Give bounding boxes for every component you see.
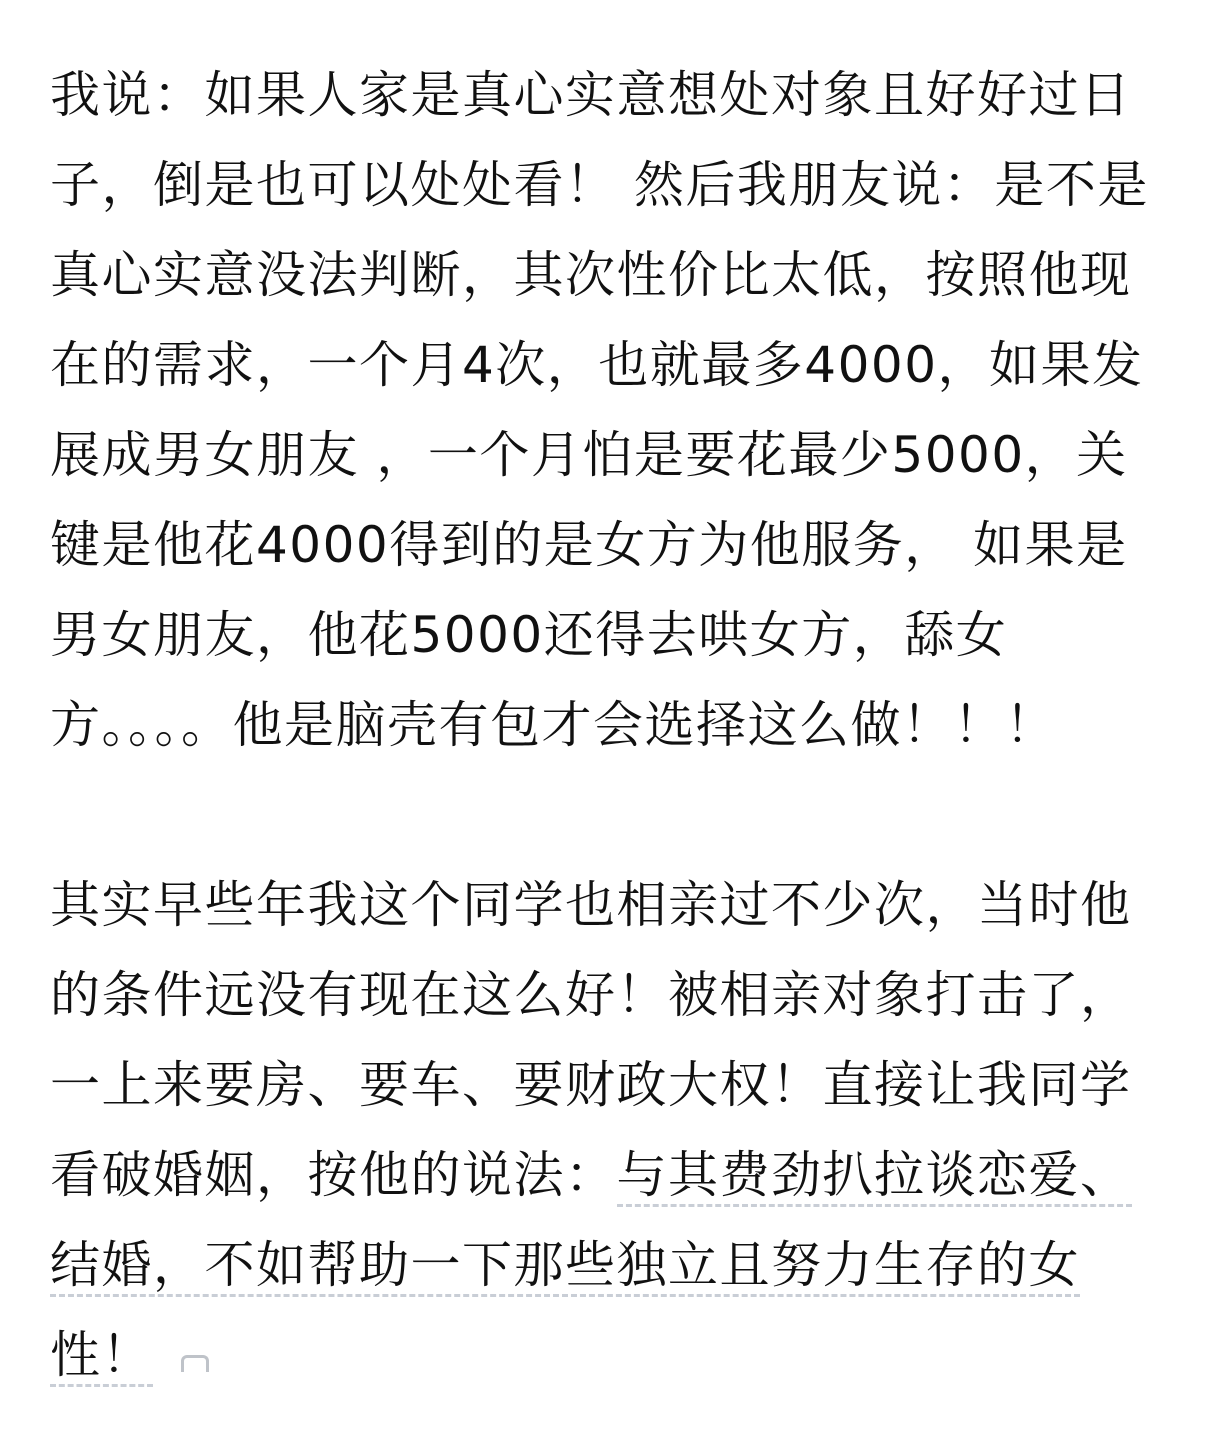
highlighted-quote[interactable]: 与其费劲扒拉谈恋爱、结婚，不如帮助一下那些独立且努力生存的女性！ [50,1146,1132,1387]
post-paragraph-2 [50,860,1160,1400]
expand-icon[interactable] [181,1355,209,1372]
post-paragraph-2-text: 其实早些年我这个同学也相亲过不少次，当时他的条件远没有现在这么好！被相亲对象打击了，一上来要房、要车、要财政大权！直接让我同学看破婚姻，按他的说法： [50,876,1132,1204]
post-body [50,50,1160,1400]
post-paragraph-1: 我说：如果人家是真心实意想处对象且好好过日子，倒是也可以处处看！ 然后我朋友说：是不是真心实意没法判断，其次性价比太低，按照他现在的需求，一个月4次，也就最多4000，如果发展成男女朋友 ，一个月怕是要花最少5000，关键是他花4000得到的是女方为他服务， 如果是男女朋友，他花5000还得去哄女方，舔女方。。。。他是脑壳有包才会选择这么做！！！ [50,66,1149,754]
